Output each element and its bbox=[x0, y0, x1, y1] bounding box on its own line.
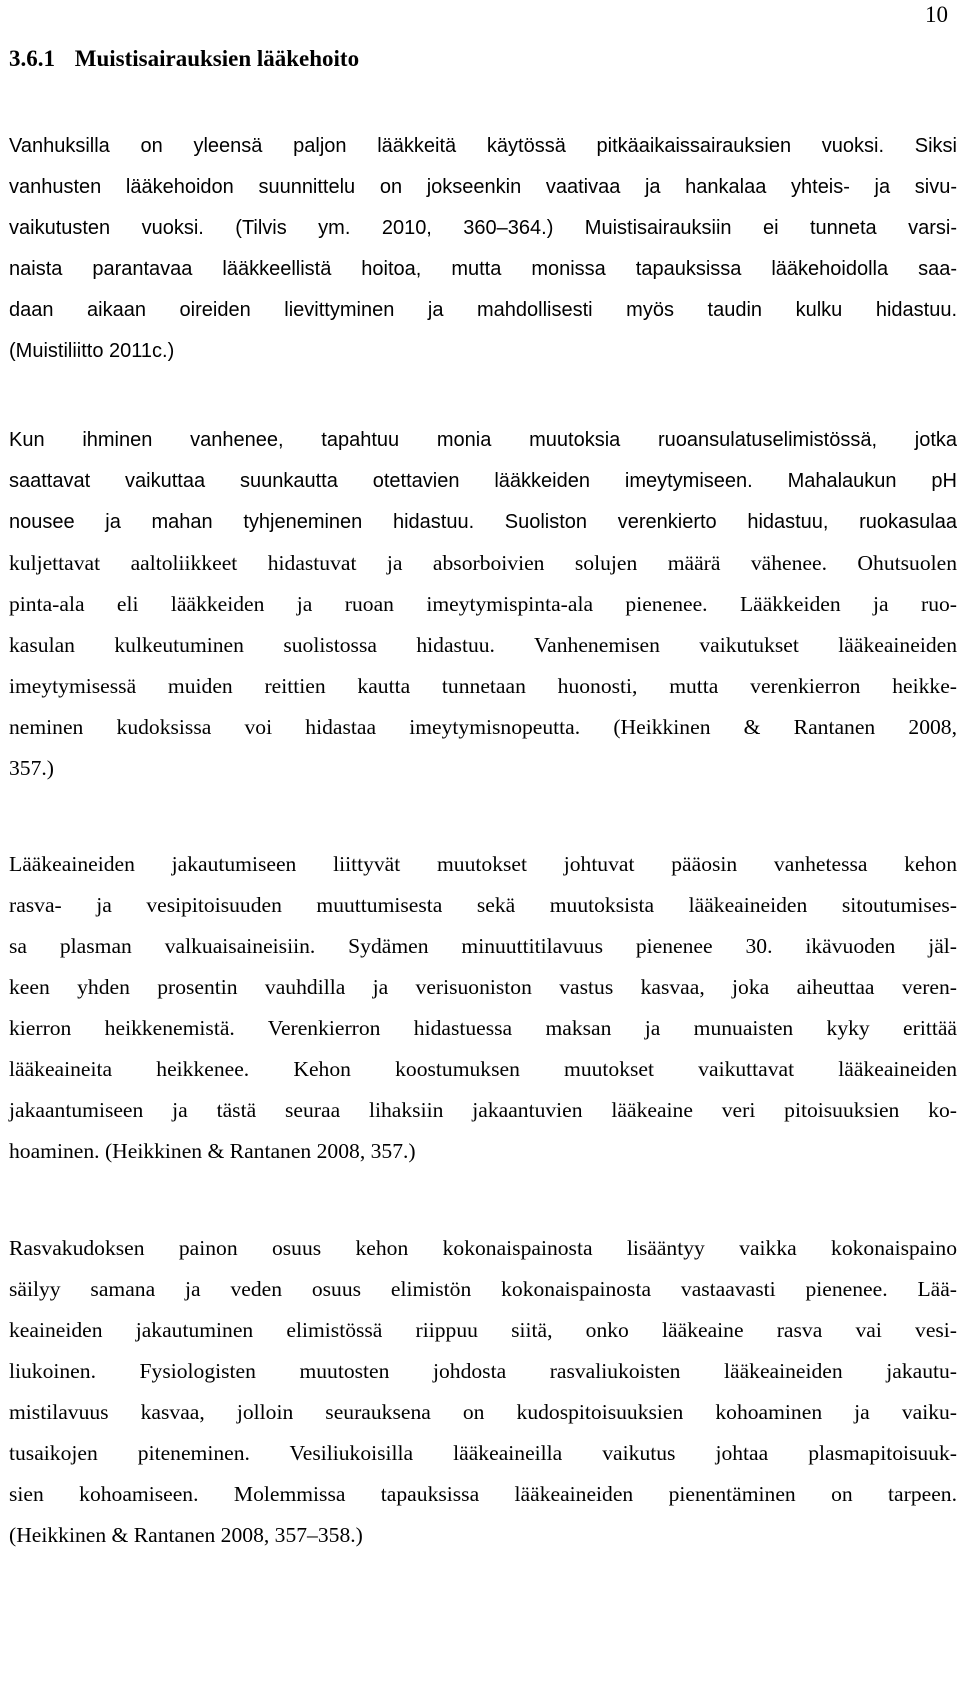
paragraph-line: säilyy samana ja veden osuus elimistön kokonaispainosta vastaavasti pienenee. Lää- bbox=[9, 1277, 957, 1301]
paragraph-3 bbox=[9, 844, 957, 1172]
paragraph-line: pinta-ala eli lääkkeiden ja ruoan imeytymispinta-ala pienenee. Lääkkeiden ja ruo- bbox=[9, 592, 957, 616]
paragraph-1 bbox=[9, 126, 957, 372]
paragraph-line: lääkeaineita heikkenee. Kehon koostumuksen muutokset vaikuttavat lääkeaineiden bbox=[9, 1057, 957, 1081]
paragraph-line: vanhusten lääkehoidon suunnittelu on jokseenkin vaativaa ja hankalaa yhteis- ja sivu- bbox=[9, 176, 957, 198]
section-title: Muistisairauksien lääkehoito bbox=[74, 46, 360, 71]
paragraph-line: Kun ihminen vanhenee, tapahtuu monia muutoksia ruoansulatuselimistössä, jotka bbox=[9, 429, 957, 451]
page-number: 10 bbox=[925, 2, 948, 27]
paragraph-line: (Muistiliitto 2011c.) bbox=[9, 340, 175, 362]
paragraph-line: kuljettavat aaltoliikkeet hidastuvat ja absorboivien solujen määrä vähenee. Ohutsuolen bbox=[9, 551, 957, 575]
paragraph-line: neminen kudoksissa voi hidastaa imeytymisnopeutta. (Heikkinen & Rantanen 2008, bbox=[9, 715, 957, 739]
paragraph-line: jakaantumiseen ja tästä seuraa lihaksiin jakaantuvien lääkeaine veri pitoisuuksien ko- bbox=[9, 1098, 957, 1122]
paragraph-line: tusaikojen piteneminen. Vesiliukoisilla lääkeaineilla vaikutus johtaa plasmapitoisuuk- bbox=[9, 1441, 957, 1465]
paragraph-2 bbox=[9, 420, 957, 789]
paragraph-line: keaineiden jakautuminen elimistössä riippuu siitä, onko lääkeaine rasva vai vesi- bbox=[9, 1318, 957, 1342]
paragraph-line: Lääkeaineiden jakautumiseen liittyvät muutokset johtuvat pääosin vanhetessa kehon bbox=[9, 852, 957, 876]
paragraph-line: liukoinen. Fysiologisten muutosten johdosta rasvaliukoisten lääkeaineiden jakautu- bbox=[9, 1359, 957, 1383]
paragraph-line: kierron heikkenemistä. Verenkierron hidastuessa maksan ja munuaisten kyky erittää bbox=[9, 1016, 957, 1040]
paragraph-line: nousee ja mahan tyhjeneminen hidastuu. Suoliston verenkierto hidastuu, ruokasulaa bbox=[9, 511, 957, 533]
paragraph-line: daan aikaan oireiden lievittyminen ja mahdollisesti myös taudin kulku hidastuu. bbox=[9, 299, 957, 321]
paragraph-line: Vanhuksilla on yleensä paljon lääkkeitä käytössä pitkäaikaissairauksien vuoksi. Siksi bbox=[9, 135, 957, 157]
section-heading bbox=[9, 44, 359, 74]
paragraph-line: (Heikkinen & Rantanen 2008, 357–358.) bbox=[9, 1523, 363, 1547]
paragraph-line: sien kohoamiseen. Molemmissa tapauksissa lääkeaineiden pienentäminen on tarpeen. bbox=[9, 1482, 957, 1506]
paragraph-line: sa plasman valkuaisaineisiin. Sydämen minuuttitilavuus pienenee 30. ikävuoden jäl- bbox=[9, 934, 957, 958]
paragraph-line: hoaminen. (Heikkinen & Rantanen 2008, 357.) bbox=[9, 1139, 416, 1163]
paragraph-line: kasulan kulkeutuminen suolistossa hidastuu. Vanhenemisen vaikutukset lääkeaineiden bbox=[9, 633, 957, 657]
section-number: 3.6.1 bbox=[9, 46, 55, 71]
paragraph-line: imeytymisessä muiden reittien kautta tunnetaan huonosti, mutta verenkierron heikke- bbox=[9, 674, 957, 698]
paragraph-line: Rasvakudoksen painon osuus kehon kokonaispainosta lisääntyy vaikka kokonaispaino bbox=[9, 1236, 957, 1260]
paragraph-line: vaikutusten vuoksi. (Tilvis ym. 2010, 360–364.) Muistisairauksiin ei tunneta varsi- bbox=[9, 217, 957, 239]
paragraph-4 bbox=[9, 1228, 957, 1556]
paragraph-line: naista parantavaa lääkkeellistä hoitoa, mutta monissa tapauksissa lääkehoidolla saa- bbox=[9, 258, 957, 280]
paragraph-line: rasva- ja vesipitoisuuden muuttumisesta sekä muutoksista lääkeaineiden sitoutumises- bbox=[9, 893, 957, 917]
paragraph-line: mistilavuus kasvaa, jolloin seurauksena on kudospitoisuuksien kohoaminen ja vaiku- bbox=[9, 1400, 957, 1424]
paragraph-line: saattavat vaikuttaa suunkautta otettavien lääkkeiden imeytymiseen. Mahalaukun pH bbox=[9, 470, 957, 492]
paragraph-line: keen yhden prosentin vauhdilla ja verisuoniston vastus kasvaa, joka aiheuttaa veren- bbox=[9, 975, 957, 999]
paragraph-line: 357.) bbox=[9, 756, 54, 780]
